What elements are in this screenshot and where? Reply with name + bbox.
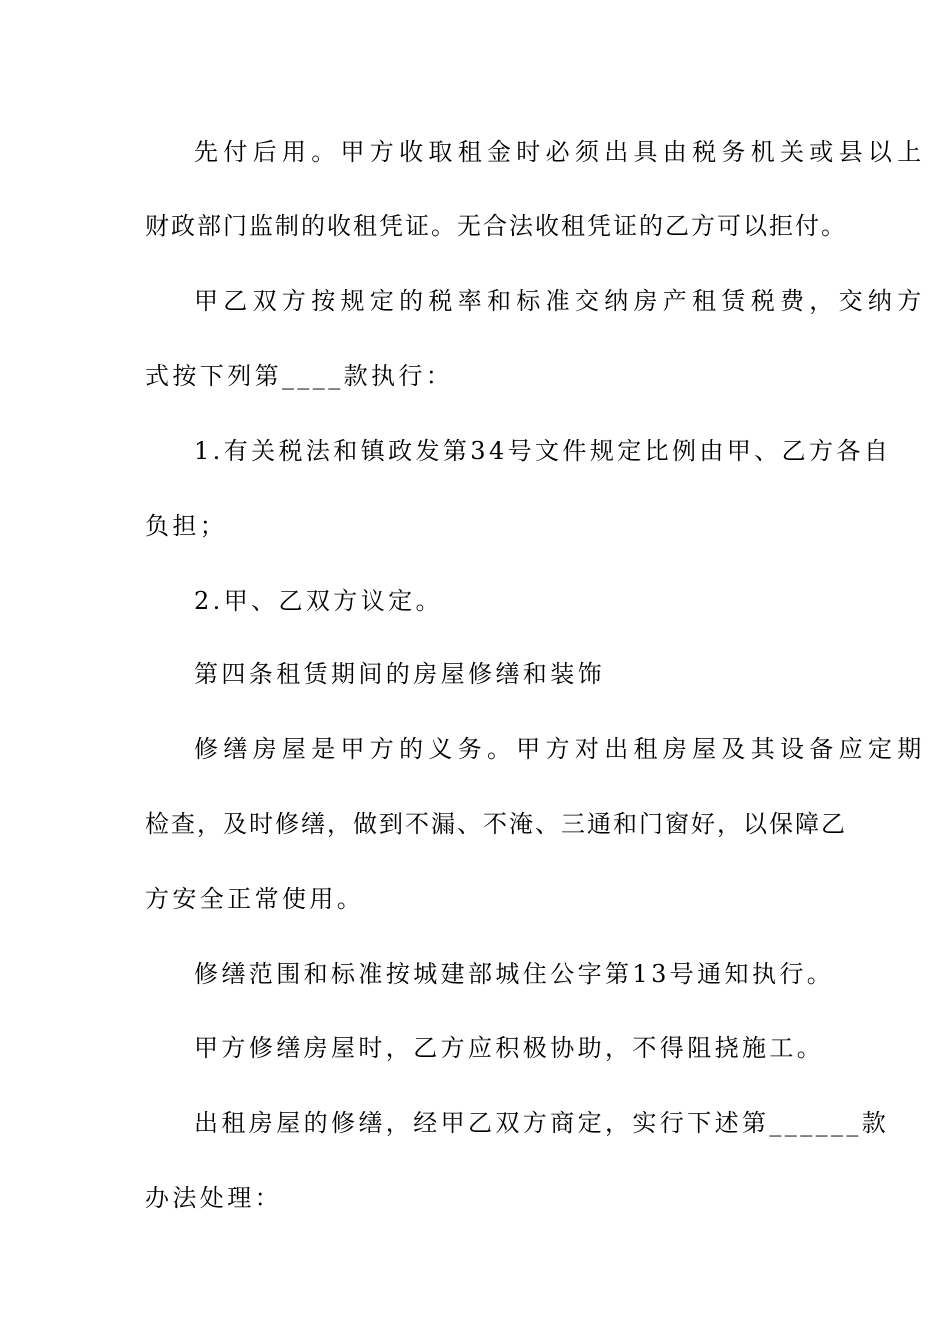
paragraph-line: 甲方修缮房屋时，乙方应积极协助，不得阻挠施工。: [194, 1034, 825, 1062]
paragraph-line: 甲乙双方按规定的税率和标准交纳房产租赁税费，交纳方: [194, 287, 927, 315]
paragraph-line: 出租房屋的修缮，经甲乙双方商定，实行下述第______款: [194, 1109, 890, 1137]
paragraph-line: 办法处理：: [145, 1184, 282, 1212]
paragraph-line: 修缮范围和标准按城建部城住公字第13号通知执行。: [194, 960, 835, 988]
paragraph-line: 方安全正常使用。: [145, 885, 365, 913]
section-heading: 第四条租赁期间的房屋修缮和装饰: [194, 660, 605, 688]
paragraph-line: 式按下列第____款执行：: [145, 362, 454, 390]
paragraph-line: 先付后用。甲方收取租金时必须出具由税务机关或县以上: [194, 138, 927, 166]
paragraph-line: 财政部门监制的收租凭证。无合法收租凭证的乙方可以拒付。: [145, 212, 847, 240]
paragraph-line: 修缮房屋是甲方的义务。甲方对出租房屋及其设备应定期: [194, 735, 927, 763]
list-item: 2.甲、乙双方议定。: [194, 587, 443, 615]
paragraph-line: 负担；: [145, 512, 228, 540]
paragraph-line: 检查，及时修缮，做到不漏、不淹、三通和门窗好，以保障乙: [145, 810, 847, 838]
list-item: 1.有关税法和镇政发第34号文件规定比例由甲、乙方各自: [194, 437, 892, 465]
